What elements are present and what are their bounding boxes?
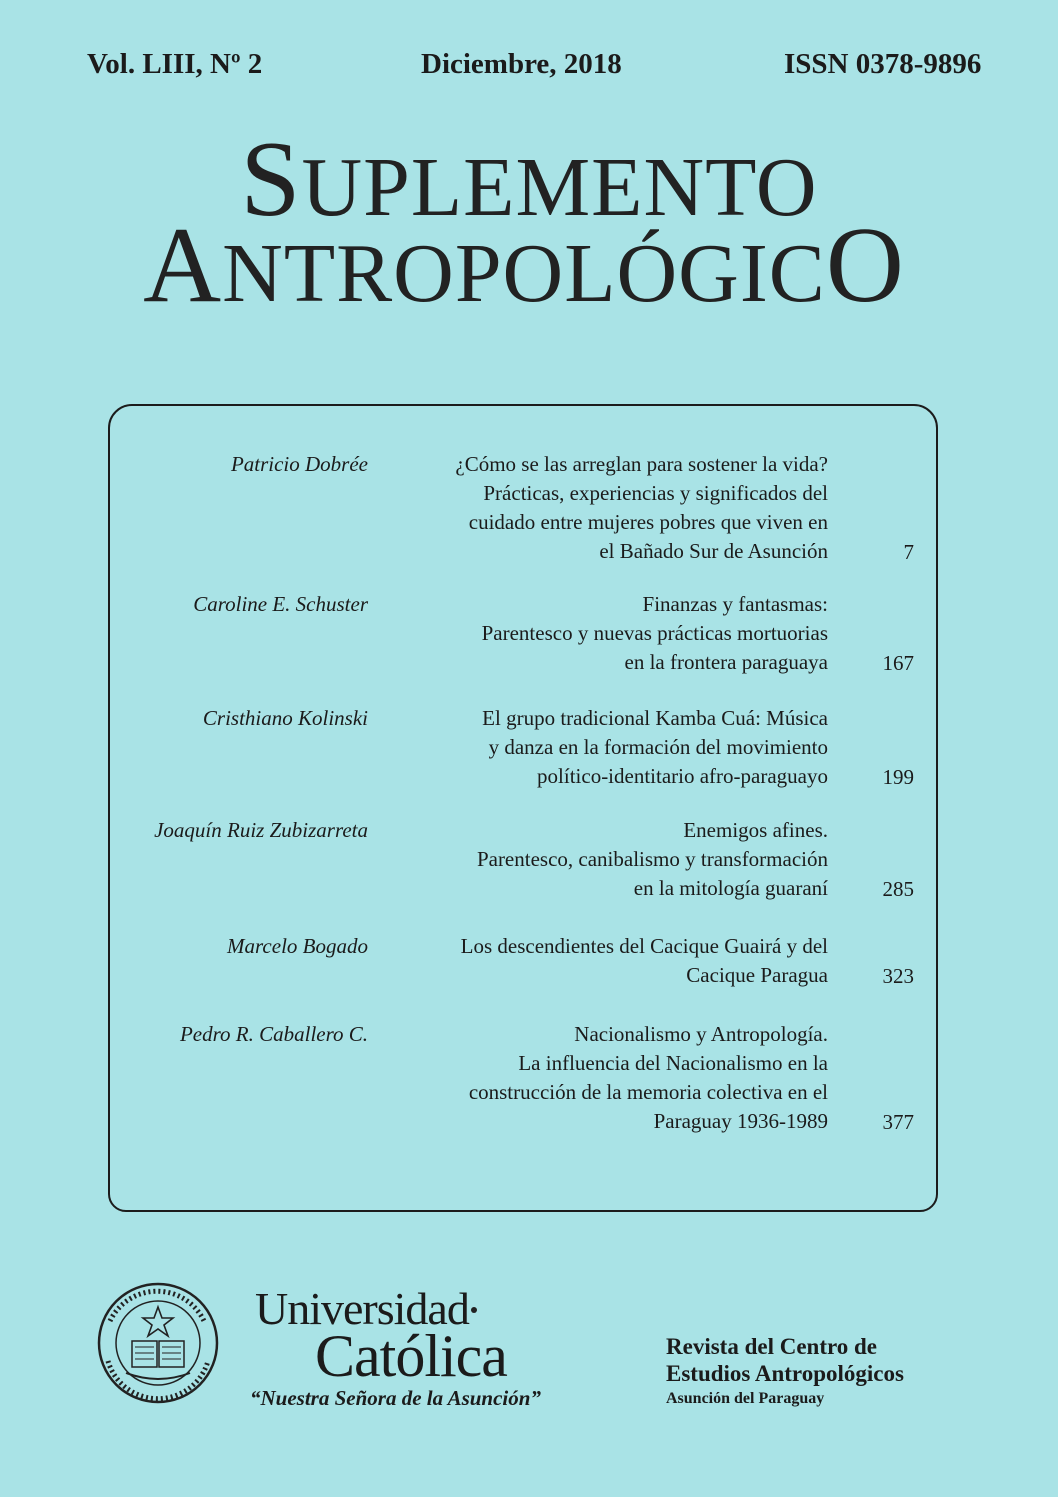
logo-dot: [471, 1307, 477, 1313]
toc-author: Caroline E. Schuster: [193, 592, 368, 616]
title-initial-s: S: [240, 120, 302, 239]
toc-title-line: ¿Cómo se las arreglan para sostener la vida?: [455, 452, 828, 476]
toc-page-number: 7: [903, 540, 914, 564]
toc-article-title: [469, 1020, 828, 1136]
toc-title-line: El grupo tradicional Kamba Cuá: Música: [482, 706, 828, 730]
toc-title-line: político-identitario afro-paraguayo: [537, 764, 828, 788]
toc-page-number: 323: [882, 964, 914, 988]
toc-title-line: La influencia del Nacionalismo en la: [518, 1051, 828, 1075]
toc-page-number: 167: [882, 651, 914, 675]
toc-author: Pedro R. Caballero C.: [179, 1022, 368, 1046]
volume-number: Vol. LIII, Nº 2: [87, 48, 263, 80]
university-seal-logo: [96, 1281, 220, 1405]
university-motto: “Nuestra Señora de la Asunción”: [250, 1386, 541, 1410]
toc-title-line: construcción de la memoria colectiva en el: [468, 1080, 828, 1104]
toc-title-line: y danza en la formación del movimiento: [488, 735, 828, 759]
title-rest-1: UPLEMENTO: [301, 141, 818, 234]
title-final-o: O: [825, 206, 905, 325]
toc-article-title: [455, 450, 828, 566]
toc-author: Joaquín Ruiz Zubizarreta: [154, 818, 368, 842]
toc-title-line: Parentesco y nuevas prácticas mortuorias: [481, 621, 828, 645]
toc-title-line: en la frontera paraguaya: [624, 650, 828, 674]
toc-article-title: [482, 590, 828, 677]
issn: ISSN 0378-9896: [784, 48, 982, 80]
toc-title-line: Los descendientes del Cacique Guairá y del: [460, 934, 828, 958]
toc-article-title: [461, 932, 828, 990]
issue-date: Diciembre, 2018: [421, 48, 622, 80]
toc-author: Marcelo Bogado: [227, 934, 368, 958]
toc-title-line: el Bañado Sur de Asunción: [599, 539, 828, 563]
issue-header: [0, 48, 1058, 88]
toc-title-line: Prácticas, experiencias y significados del: [483, 481, 828, 505]
toc-title-line: Cacique Paragua: [686, 963, 828, 987]
toc-article-title: [477, 816, 828, 903]
toc-title-line: Finanzas y fantasmas:: [642, 592, 828, 616]
university-name-line1: Universidad: [255, 1283, 469, 1334]
toc-title-line: cuidado entre mujeres pobres que viven en: [468, 510, 828, 534]
toc-title-line: Nacionalismo y Antropología.: [574, 1022, 828, 1046]
publisher-line2: Estudios Antropológicos: [666, 1361, 904, 1386]
journal-title-line2: [0, 206, 1053, 325]
toc-title-line: Parentesco, canibalismo y transformación: [476, 847, 828, 871]
toc-title-line: en la mitología guaraní: [633, 876, 828, 900]
toc-article-title: [482, 704, 828, 791]
toc-author: Patricio Dobrée: [230, 452, 368, 476]
toc-page-number: 377: [882, 1110, 914, 1134]
title-rest-2: NTROPOLÓGIC: [222, 227, 826, 320]
toc-title-line: Paraguay 1936-1989: [653, 1109, 828, 1133]
toc-page-number: 199: [882, 765, 914, 789]
publisher-location: Asunción del Paraguay: [666, 1390, 825, 1407]
title-initial-a: A: [143, 206, 223, 325]
publisher-line1: Revista del Centro de: [666, 1334, 878, 1359]
toc-title-line: Enemigos afines.: [683, 818, 828, 842]
university-name-line2: Católica: [315, 1323, 507, 1389]
toc-page-number: 285: [882, 877, 914, 901]
toc-author: Cristhiano Kolinski: [202, 706, 368, 730]
